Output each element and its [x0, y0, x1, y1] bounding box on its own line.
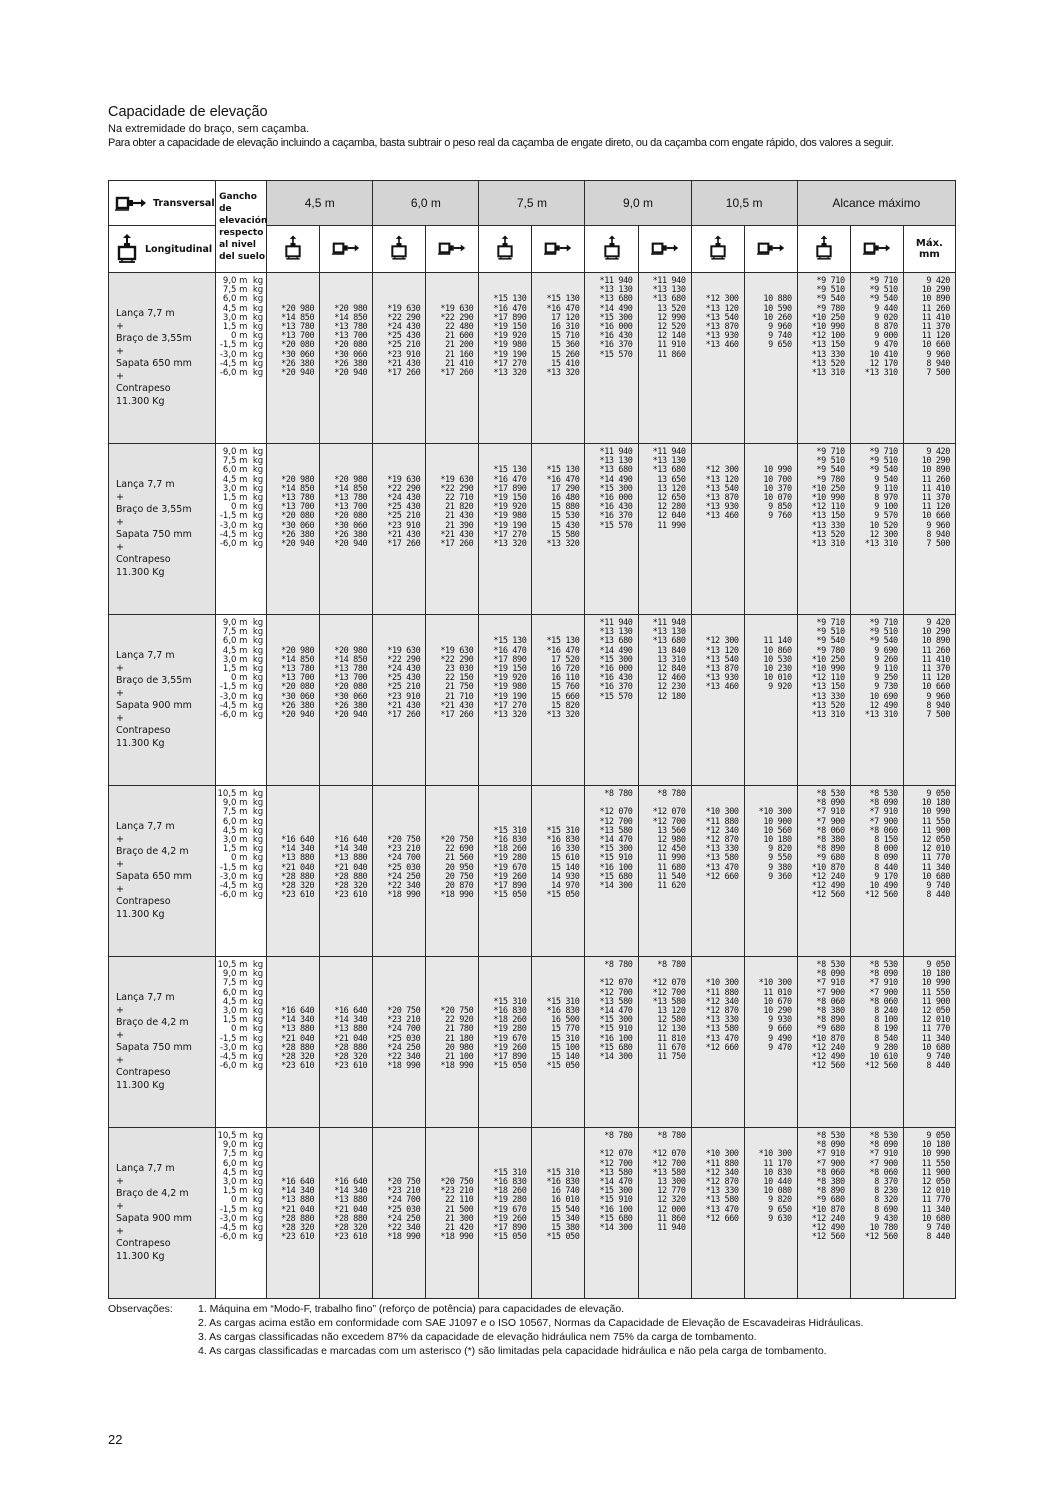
capacity-values: 10 990 10 700 10 370 10 070 9 850 9 760 — [744, 444, 797, 615]
capacity-values: *19 630 *22 290 *24 430 *25 430 *25 210 *23 910 *21 430 *17 260 — [373, 273, 426, 444]
capacity-values: *9 710 *9 510 *9 540 *9 780 *10 250 *10 990 *12 110 *13 150 *13 330 *13 520 *13 310 — [797, 444, 850, 615]
note-item: 2. As cargas acima estão em conformidade com SAE J1097 e o ISO 10567, Normas da Capacidade de Elevação de Escavadeiras Hidráulicas. — [198, 1317, 864, 1329]
col-header-7-5: 7,5 m — [479, 181, 585, 226]
capacity-values: 9 420 10 290 10 890 11 260 11 410 11 370 11 120 10 660 9 960 8 940 7 500 — [903, 444, 955, 615]
capacity-values: *8 530 *8 090 *7 910 *7 900 *8 060 *8 380 *8 890 *9 680 *10 870 *12 240 *12 490 *12 560 — [797, 1128, 850, 1299]
col-header-max-reach: Alcance máximo — [797, 181, 955, 226]
capacity-values: *10 300 11 170 10 830 10 440 10 080 9 820 9 650 9 630 — [744, 1128, 797, 1299]
capacity-values: *20 750 *23 210 *24 700 *25 030 *24 250 *22 340 *18 990 — [373, 1128, 426, 1299]
longitudinal-icon — [585, 226, 638, 273]
capacity-values: *15 130 *16 470 *17 890 *19 150 *19 920 *19 980 *19 190 *17 270 *13 320 — [479, 615, 532, 786]
capacity-values: *11 940 *13 130 *13 680 13 520 12 990 12 520 12 140 11 910 11 860 — [638, 273, 691, 444]
page-title: Capacidade de elevação — [108, 104, 268, 120]
longitudinal-icon — [115, 234, 139, 264]
capacity-values: 9 050 10 180 10 990 11 550 11 900 12 050 12 010 11 770 11 340 10 680 9 740 8 440 — [903, 1128, 955, 1299]
longitudinal-icon — [267, 226, 320, 273]
capacity-values: 9 050 10 180 10 990 11 550 11 900 12 050 12 010 11 770 11 340 10 680 9 740 8 440 — [903, 957, 955, 1128]
capacity-values: *11 940 *13 130 *13 680 *14 490 *15 300 *16 000 *16 430 *16 370 *15 570 — [585, 273, 638, 444]
col-header-9-0: 9,0 m — [585, 181, 691, 226]
capacity-values: 10 880 10 590 10 260 9 960 9 740 9 650 — [744, 273, 797, 444]
transversal-icon — [850, 226, 903, 273]
config-description: Lança 7,7 m + Braço de 4,2 m + Sapata 750 mm + Contrapeso 11.300 Kg — [109, 957, 216, 1128]
transversal-icon — [532, 226, 585, 273]
capacity-values: *15 130 *16 470 17 120 16 310 15 710 15 360 15 260 15 410 *13 320 — [532, 273, 585, 444]
transversal-icon — [115, 193, 147, 213]
capacity-values: *9 710 *9 510 *9 540 9 540 9 110 8 970 9 100 9 570 10 520 12 300 *13 310 — [850, 444, 903, 615]
config-description: Lança 7,7 m + Braço de 3,55m + Sapata 750 mm + Contrapeso 11.300 Kg — [109, 444, 216, 615]
capacity-values: *16 640 *14 340 *13 880 *21 040 *28 880 *28 320 *23 610 — [320, 957, 373, 1128]
config-block-row — [109, 615, 956, 786]
config-description: Lança 7,7 m + Braço de 3,55m + Sapata 650 mm + Contrapeso 11.300 Kg — [109, 273, 216, 444]
max-reach-header: Máx. mm — [903, 226, 955, 273]
col-header-6-0: 6,0 m — [373, 181, 479, 226]
legend-transversal — [109, 181, 216, 226]
note-item: 1. Máquina em “Modo-F, trabalho fino” (reforço de potência) para capacidades de elevação. — [198, 1303, 625, 1315]
subtitle-line: Na extremidade do braço, sem caçamba. — [108, 123, 310, 135]
capacity-values: *8 530 *8 090 *7 910 *7 900 *8 060 *8 380 *8 890 *9 680 *10 870 *12 240 *12 490 *12 560 — [797, 786, 850, 957]
capacity-values: *20 980 *14 850 *13 780 *13 700 *20 080 *30 060 *26 380 *20 940 — [267, 273, 320, 444]
capacity-values: *20 980 *14 850 *13 780 *13 700 *20 080 *30 060 *26 380 *20 940 — [267, 444, 320, 615]
capacity-values: *15 310 *16 830 16 330 15 610 15 140 14 930 14 970 *15 050 — [532, 786, 585, 957]
capacity-values: *8 780 *12 070 *12 700 *13 580 *14 470 *15 300 *15 910 *16 100 *15 680 *14 300 — [585, 786, 638, 957]
legend-transversal-label: Transversal — [153, 197, 215, 209]
capacity-values: *8 530 *8 090 *7 910 *7 900 *8 060 8 370 8 230 8 320 8 690 9 430 10 780 *12 560 — [850, 1128, 903, 1299]
lifting-capacity-table — [108, 180, 956, 1299]
capacity-values: *19 630 *22 290 22 480 21 600 21 200 21 160 21 410 *17 260 — [426, 273, 479, 444]
capacity-values: *20 980 *14 850 *13 780 *13 700 *20 080 *30 060 *26 380 *20 940 — [320, 615, 373, 786]
capacity-values: *11 940 *13 130 *13 680 13 840 13 310 12 840 12 460 12 230 12 180 — [638, 615, 691, 786]
capacity-values: *16 640 *14 340 *13 880 *21 040 *28 880 *28 320 *23 610 — [267, 786, 320, 957]
transversal-icon — [744, 226, 797, 273]
capacity-values: 9 420 10 290 10 890 11 260 11 410 11 370 11 120 10 660 9 960 8 940 7 500 — [903, 273, 955, 444]
capacity-values: *12 300 *13 120 *13 540 *13 870 *13 930 *13 460 — [691, 615, 744, 786]
table-body — [109, 273, 956, 1299]
config-block-row — [109, 957, 956, 1128]
capacity-values: *20 750 22 690 21 560 20 950 20 750 20 870 *18 990 — [426, 786, 479, 957]
config-description: Lança 7,7 m + Braço de 4,2 m + Sapata 900 mm + Contrapeso 11.300 Kg — [109, 1128, 216, 1299]
longitudinal-icon — [797, 226, 850, 273]
config-description: Lança 7,7 m + Braço de 3,55m + Sapata 900 mm + Contrapeso 11.300 Kg — [109, 615, 216, 786]
capacity-values: *8 780 *12 070 *12 700 *13 580 13 300 12 770 12 320 12 000 11 860 11 940 — [638, 1128, 691, 1299]
lift-point-levels: 9,0 m kg 7,5 m kg 6,0 m kg 4,5 m kg 3,0 m kg 1,5 m kg 0 m kg -1,5 m kg -3,0 m kg -4,5 m kg -6,0 m kg — [216, 615, 267, 786]
capacity-values: *19 630 *22 290 22 710 21 820 21 430 21 390 *21 430 *17 260 — [426, 444, 479, 615]
capacity-values: *15 130 *16 470 17 290 16 480 15 880 15 530 15 430 15 580 *13 320 — [532, 444, 585, 615]
capacity-values: *8 780 *12 070 *12 700 *13 580 *14 470 *15 300 *15 910 *16 100 *15 680 *14 300 — [585, 957, 638, 1128]
config-block-row — [109, 786, 956, 957]
legend-longitudinal-label: Longitudinal — [145, 243, 213, 255]
capacity-values: 9 050 10 180 10 990 11 550 11 900 12 050 12 010 11 770 11 340 10 680 9 740 8 440 — [903, 786, 955, 957]
gancho-header: Gancho de elevación respecto al nivel del suelo — [216, 181, 267, 273]
capacity-values: *11 940 *13 130 *13 680 *14 490 *15 300 *16 000 *16 430 *16 370 *15 570 — [585, 444, 638, 615]
capacity-values: *16 640 *14 340 *13 880 *21 040 *28 880 *28 320 *23 610 — [320, 786, 373, 957]
capacity-values: *20 750 *23 210 *24 700 *25 030 *24 250 *22 340 *18 990 — [373, 786, 426, 957]
page-heading — [108, 104, 958, 150]
capacity-values: *11 940 *13 130 *13 680 13 650 13 120 12 650 12 280 12 040 11 990 — [638, 444, 691, 615]
capacity-values: *9 710 *9 510 *9 540 *9 780 *10 250 *10 990 *12 110 *13 150 *13 330 *13 520 *13 310 — [797, 615, 850, 786]
transversal-icon — [638, 226, 691, 273]
capacity-values: *15 130 *16 470 17 520 16 720 16 110 15 760 15 660 15 820 *13 320 — [532, 615, 585, 786]
capacity-values: *19 630 *22 290 *24 430 *25 430 *25 210 *23 910 *21 430 *17 260 — [373, 615, 426, 786]
lift-point-levels: 10,5 m kg 9,0 m kg 7,5 m kg 6,0 m kg 4,5 m kg 3,0 m kg 1,5 m kg 0 m kg -1,5 m kg -3,0 m kg -4,5 m kg -6,0 m kg — [216, 957, 267, 1128]
col-header-4-5: 4,5 m — [267, 181, 373, 226]
capacity-values: 9 420 10 290 10 890 11 260 11 410 11 370 11 120 10 660 9 960 8 940 7 500 — [903, 615, 955, 786]
notes-label: Observações: — [108, 1303, 173, 1315]
capacity-values: *16 640 *14 340 *13 880 *21 040 *28 880 *28 320 *23 610 — [320, 1128, 373, 1299]
capacity-values: *15 310 *16 830 *18 260 *19 280 *19 670 *19 260 *17 890 *15 050 — [479, 786, 532, 957]
capacity-values: *15 130 *16 470 *17 890 *19 150 *19 920 *19 980 *19 190 *17 270 *13 320 — [479, 273, 532, 444]
capacity-values: *10 300 11 010 10 670 10 290 9 930 9 660 9 490 9 470 — [744, 957, 797, 1128]
capacity-values: *12 300 *13 120 *13 540 *13 870 *13 930 *13 460 — [691, 444, 744, 615]
capacity-values: *20 750 *23 210 *24 700 *25 030 *24 250 *22 340 *18 990 — [373, 957, 426, 1128]
capacity-values: *9 710 *9 510 *9 540 9 690 9 260 9 110 9 250 9 730 10 690 12 490 *13 310 — [850, 615, 903, 786]
subtitle-instructions: Para obter a capacidade de elevação incluindo a caçamba, basta subtrair o peso real da caçamba de engate direto, ou da caçamba com engate rápido, dos valores a seguir. — [108, 137, 894, 149]
capacity-values: *15 310 *16 830 16 500 15 770 15 310 15 100 15 140 *15 050 — [532, 957, 585, 1128]
capacity-values: *8 780 *12 070 *12 700 *13 580 *14 470 *15 300 *15 910 *16 100 *15 680 *14 300 — [585, 1128, 638, 1299]
lift-point-levels: 9,0 m kg 7,5 m kg 6,0 m kg 4,5 m kg 3,0 m kg 1,5 m kg 0 m kg -1,5 m kg -3,0 m kg -4,5 m kg -6,0 m kg — [216, 273, 267, 444]
capacity-values: *8 530 *8 090 *7 910 *7 900 *8 060 *8 380 *8 890 *9 680 *10 870 *12 240 *12 490 *12 560 — [797, 957, 850, 1128]
legend-longitudinal — [109, 226, 216, 273]
lift-point-levels: 9,0 m kg 7,5 m kg 6,0 m kg 4,5 m kg 3,0 m kg 1,5 m kg 0 m kg -1,5 m kg -3,0 m kg -4,5 m kg -6,0 m kg — [216, 444, 267, 615]
capacity-values: *20 980 *14 850 *13 780 *13 700 *20 080 *30 060 *26 380 *20 940 — [320, 444, 373, 615]
capacity-values: *8 780 *12 070 *12 700 13 560 12 980 12 450 11 990 11 680 11 540 11 620 — [638, 786, 691, 957]
capacity-values: *20 980 *14 850 *13 780 *13 700 *20 080 *30 060 *26 380 *20 940 — [267, 615, 320, 786]
capacity-values: *15 310 *16 830 *18 260 *19 280 *19 670 *19 260 *17 890 *15 050 — [479, 957, 532, 1128]
capacity-values: *9 710 *9 510 *9 540 9 440 9 020 8 870 9 000 9 470 10 410 12 170 *13 310 — [850, 273, 903, 444]
config-block-row — [109, 1128, 956, 1299]
capacity-values: *10 300 *11 880 *12 340 *12 870 *13 330 *13 580 *13 470 *12 660 — [691, 786, 744, 957]
capacity-values: *11 940 *13 130 *13 680 *14 490 *15 300 *16 000 *16 430 *16 370 *15 570 — [585, 615, 638, 786]
capacity-values: *9 710 *9 510 *9 540 *9 780 *10 250 *10 990 *12 100 *13 150 *13 330 *13 520 *13 310 — [797, 273, 850, 444]
transversal-icon — [320, 226, 373, 273]
capacity-values: *20 750 *23 210 22 110 21 500 21 300 21 420 *18 990 — [426, 1128, 479, 1299]
page-number: 22 — [108, 1432, 123, 1447]
capacity-values: *15 310 *16 830 16 740 16 010 15 540 15 340 15 380 *15 050 — [532, 1128, 585, 1299]
config-block-row — [109, 273, 956, 444]
longitudinal-icon — [373, 226, 426, 273]
lift-point-levels: 10,5 m kg 9,0 m kg 7,5 m kg 6,0 m kg 4,5 m kg 3,0 m kg 1,5 m kg 0 m kg -1,5 m kg -3,0 m kg -4,5 m kg -6,0 m kg — [216, 1128, 267, 1299]
notes-list — [198, 1302, 998, 1358]
longitudinal-icon — [479, 226, 532, 273]
col-header-10-5: 10,5 m — [691, 181, 797, 226]
capacity-values: *10 300 *11 880 *12 340 *12 870 *13 330 *13 580 *13 470 *12 660 — [691, 957, 744, 1128]
capacity-values: *15 310 *16 830 *18 260 *19 280 *19 670 *19 260 *17 890 *15 050 — [479, 1128, 532, 1299]
capacity-values: *10 300 10 900 10 560 10 180 9 820 9 550 9 380 9 360 — [744, 786, 797, 957]
capacity-values: *16 640 *14 340 *13 880 *21 040 *28 880 *28 320 *23 610 — [267, 957, 320, 1128]
capacity-values: *16 640 *14 340 *13 880 *21 040 *28 880 *28 320 *23 610 — [267, 1128, 320, 1299]
capacity-values: *8 530 *8 090 *7 910 *7 900 *8 060 8 240 8 100 8 190 8 540 9 280 10 610 *12 560 — [850, 957, 903, 1128]
transversal-icon — [426, 226, 479, 273]
capacity-values: *8 780 *12 070 *12 700 *13 580 13 120 12 580 12 130 11 810 11 670 11 750 — [638, 957, 691, 1128]
note-item: 4. As cargas classificadas e marcadas com um asterisco (*) são limitadas pela capacidade hidráulica e não pela carga de tombamento. — [198, 1345, 827, 1357]
capacity-values: *15 130 *16 470 *17 890 *19 150 *19 920 *19 980 *19 190 *17 270 *13 320 — [479, 444, 532, 615]
longitudinal-icon — [691, 226, 744, 273]
capacity-values: *19 630 *22 290 23 030 22 150 21 750 21 710 *21 430 *17 260 — [426, 615, 479, 786]
config-block-row — [109, 444, 956, 615]
capacity-values: 11 140 10 860 10 530 10 230 10 010 9 920 — [744, 615, 797, 786]
capacity-values: *10 300 *11 880 *12 340 *12 870 *13 330 *13 580 *13 470 *12 660 — [691, 1128, 744, 1299]
capacity-values: *8 530 *8 090 *7 910 *7 900 *8 060 8 150 8 000 8 090 8 440 9 170 10 490 *12 560 — [850, 786, 903, 957]
note-item: 3. As cargas classificadas não excedem 87% da capacidade de elevação hidráulica nem 75% da carga de tombamento. — [198, 1331, 757, 1343]
config-description: Lança 7,7 m + Braço de 4,2 m + Sapata 650 mm + Contrapeso 11.300 Kg — [109, 786, 216, 957]
capacity-values: *20 980 *14 850 *13 780 *13 700 *20 080 *30 060 *26 380 *20 940 — [320, 273, 373, 444]
capacity-values: *12 300 *13 120 *13 540 *13 870 *13 930 *13 460 — [691, 273, 744, 444]
capacity-values: *19 630 *22 290 *24 430 *25 430 *25 210 *23 910 *21 430 *17 260 — [373, 444, 426, 615]
capacity-values: *20 750 22 920 21 780 21 180 20 980 21 100 *18 990 — [426, 957, 479, 1128]
lift-point-levels: 10,5 m kg 9,0 m kg 7,5 m kg 6,0 m kg 4,5 m kg 3,0 m kg 1,5 m kg 0 m kg -1,5 m kg -3,0 m kg -4,5 m kg -6,0 m kg — [216, 786, 267, 957]
